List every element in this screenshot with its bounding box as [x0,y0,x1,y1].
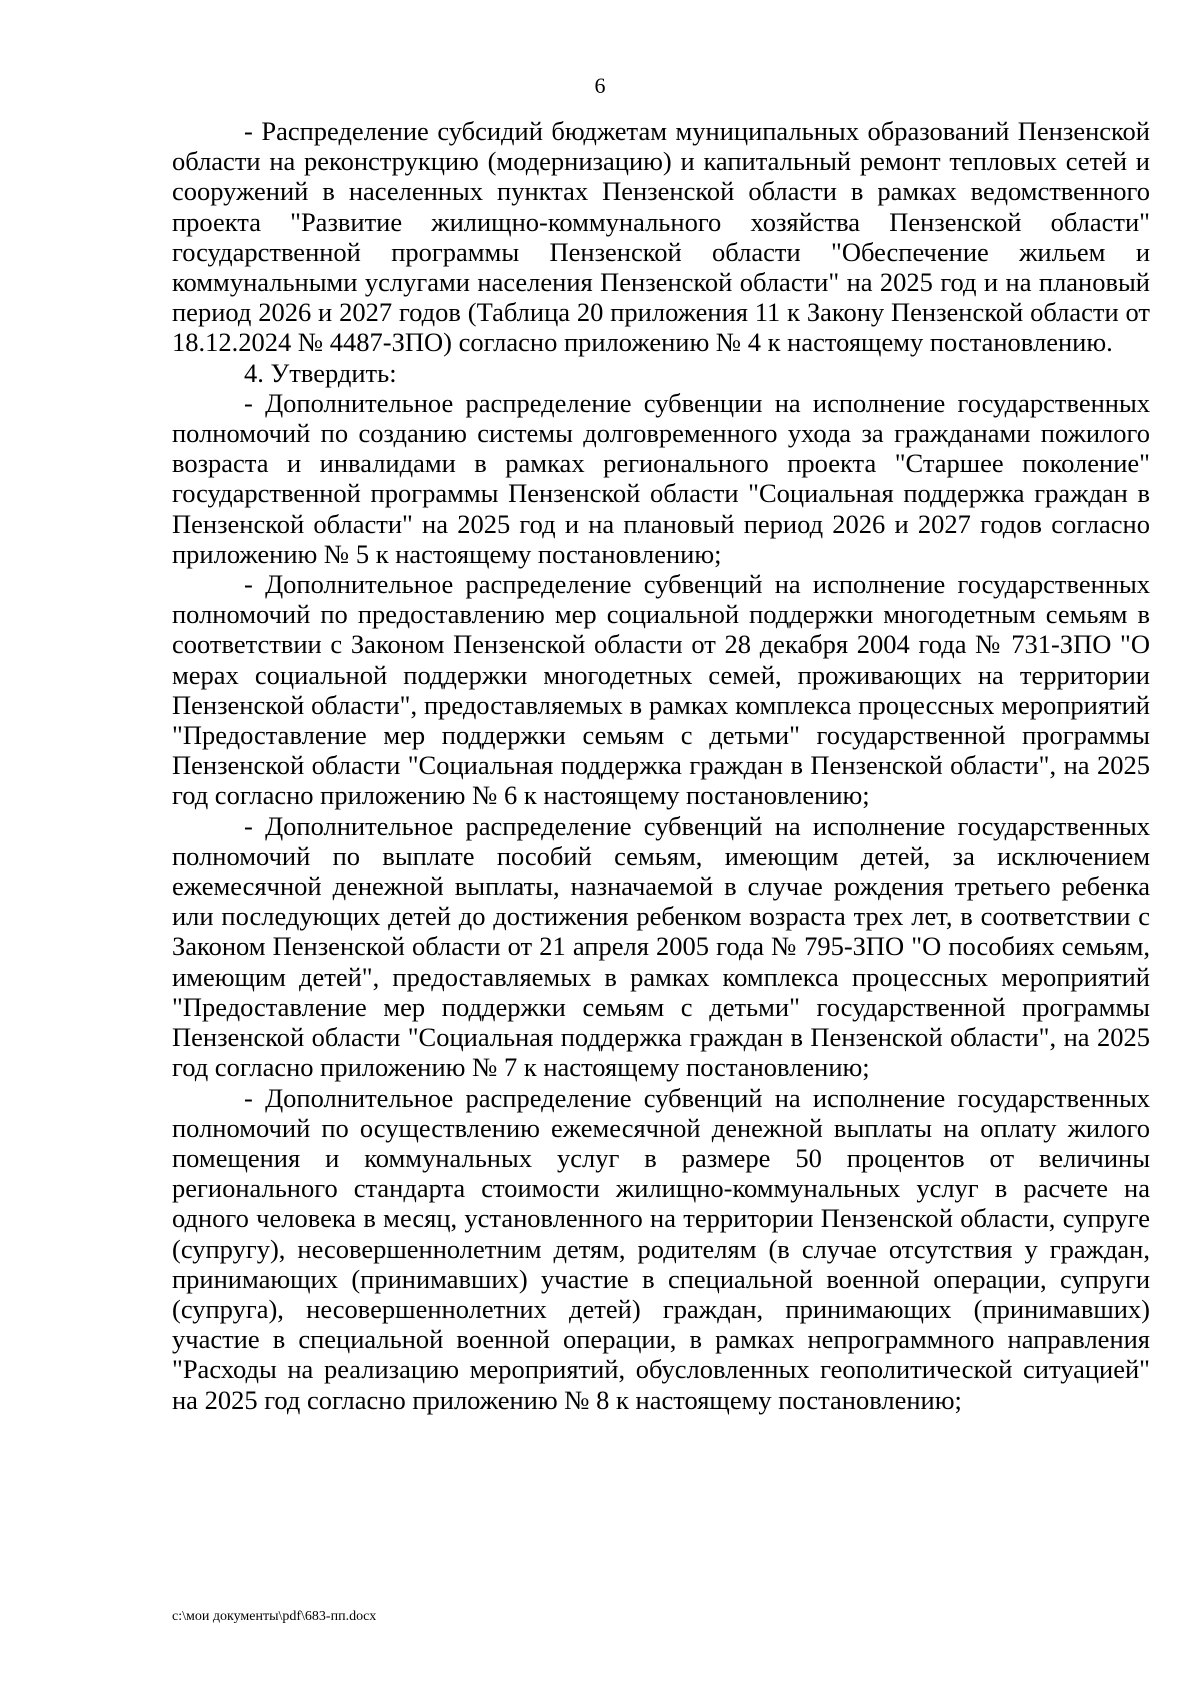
paragraph-housing-payment: - Дополнительное распределение субвенций на исполнение государственных полномочий по осуществлению ежемесячной денежной выплаты на оплату жилого помещения и коммунальных услуг в размере 50 процентов от величины регионального стандарта стоимости жилищно-коммунальных услуг в расчете на одного человека в месяц, установленного на территории Пензенской области, супруге (супругу), несовершеннолетним детям, родителям (в случае отсутствия у граждан, принимающих (принимавших) участие в специальной военной операции, супруги (супруга), несовершеннолетних детей) граждан, принимающих (принимавших) участие в специальной военной операции, в рамках непрограммного направления "Расходы на реализацию мероприятий, обусловленных геополитической ситуацией" на 2025 год согласно приложению № 8 к настоящему постановлению; [172,1082,1150,1415]
footer-file-path: c:\мои документы\pdf\683-пп.docx [172,1609,377,1624]
paragraph-family-benefits: - Дополнительное распределение субвенций на исполнение государственных полномочий по выплате пособий семьям, имеющим детей, за исключением ежемесячной денежной выплаты, назначаемой в случае рождения третьего ребенка или последующих детей до достижения ребенком возраста трех лет, в соответствии с Законом Пензенской области от 21 апреля 2005 года № 795-ЗПО "О пособиях семьям, имеющим детей", предоставляемых в рамках комплекса процессных мероприятий "Предоставление мер поддержки семьям с детьми" государственной программы Пензенской области "Социальная поддержка граждан в Пензенской области", на 2025 год согласно приложению № 7 к настоящему постановлению; [172,810,1150,1083]
page-number: 6 [594,73,606,98]
paragraph-large-families: - Дополнительное распределение субвенций на исполнение государственных полномочий по предоставлению мер социальной поддержки многодетным семьям в соответствии с Законом Пензенской области от 28 декабря 2004 года № 731-ЗПО "О мерах социальной поддержки многодетных семей, проживающих на территории Пензенской области", предоставляемых в рамках комплекса процессных мероприятий "Предоставление мер поддержки семьям с детьми" государственной программы Пензенской области "Социальная поддержка граждан в Пензенской области", на 2025 год согласно приложению № 6 к настоящему постановлению; [172,569,1150,811]
paragraph-approve: 4. Утвердить: [244,357,397,388]
paragraph-subsidies-heating: - Распределение субсидий бюджетам муниципальных образований Пензенской области на реконструкцию (модернизацию) и капитальный ремонт тепловых сетей и сооружений в населенных пунктах Пензенской области в рамках ведомственного проекта "Развитие жилищно-коммунального хозяйства Пензенской области" государственной программы Пензенской области "Обеспечение жильем и коммунальными услугами населения Пензенской области" на 2025 год и на плановый период 2026 и 2027 годов (Таблица 20 приложения 11 к Закону Пензенской области от 18.12.2024 № 4487-ЗПО) согласно приложению № 4 к настоящему постановлению. [172,116,1150,358]
paragraph-long-term-care: - Дополнительное распределение субвенции на исполнение государственных полномочий по созданию системы долговременного ухода за гражданами пожилого возраста и инвалидами в рамках регионального проекта "Старшее поколение" государственной программы Пензенской области "Социальная поддержка граждан в Пензенской области" на 2025 год и на плановый период 2026 и 2027 годов согласно приложению № 5 к настоящему постановлению; [172,387,1150,569]
document-body [172,116,1150,1415]
